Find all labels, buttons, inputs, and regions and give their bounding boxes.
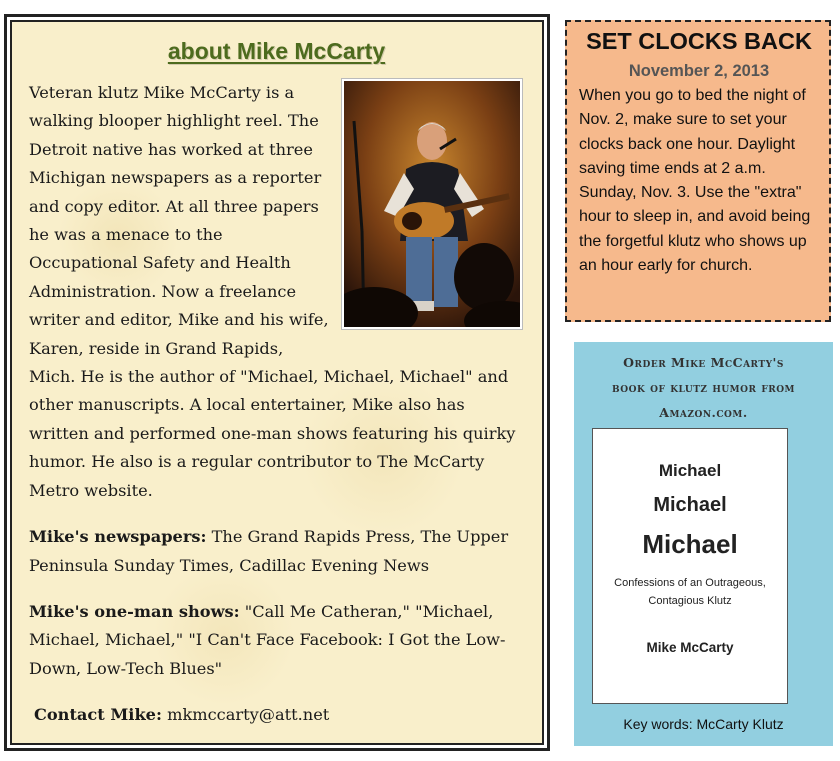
- promo-line-2: book of klutz humor from: [612, 380, 795, 395]
- bio-panel: [4, 14, 550, 751]
- book-promo-heading[interactable]: [574, 350, 833, 425]
- contact-line: [29, 701, 524, 729]
- contact-label: Contact Mike:: [34, 705, 162, 725]
- book-keywords: Key words: McCarty Klutz: [623, 716, 784, 732]
- newspapers-text: The Grand Rapids Press, The Upper Peninsula Sunday Times, Cadillac Evening News: [29, 527, 509, 575]
- shows-paragraph: [29, 598, 524, 683]
- contact-email-link[interactable]: mkmccarty@att.net: [161, 705, 330, 725]
- cover-title-2: Michael: [653, 494, 727, 516]
- shows-text: "Call Me Catheran," "Michael, Michael, Michael," "I Can't Face Facebook: I Got the Low-Down, Low-Tech Blues": [29, 601, 506, 678]
- promo-line-1: Order Mike McCarty's: [623, 355, 784, 370]
- author-photo: [342, 79, 522, 329]
- cover-title-1: Michael: [658, 461, 722, 480]
- cover-author: Mike McCarty: [646, 640, 734, 655]
- book-promo: [574, 342, 833, 746]
- clocks-text: When you go to bed the night of Nov. 2, make sure to set your clocks back one hour. Daylight saving time ends at 2 a.m. Sunday, Nov. 3. Use the "extra" hour to sleep in, and avoid being the forgetful klutz who shows up an hour early for church.: [579, 87, 811, 275]
- author-photo-image: [344, 81, 520, 327]
- clocks-title: SET CLOCKS BACK: [586, 28, 812, 54]
- set-clocks-notice: [565, 20, 831, 322]
- bio-body: [29, 79, 524, 730]
- newspapers-paragraph: [29, 523, 524, 580]
- shows-label: Mike's one-man shows:: [29, 601, 240, 621]
- bio-title[interactable]: about Mike McCarty: [167, 38, 386, 64]
- bio-panel-inner: [10, 20, 544, 745]
- book-cover-image[interactable]: [592, 428, 788, 704]
- promo-line-3: Amazon.com.: [659, 405, 748, 420]
- cover-title-3: Michael: [642, 529, 738, 559]
- cover-subtitle: Confessions of an Outrageous, Contagious Klutz: [614, 577, 766, 607]
- newspapers-label: Mike's newspapers:: [29, 527, 207, 547]
- bio-paragraph: Veteran klutz Mike McCarty is a walking blooper highlight reel. The Detroit native has worked at three Michigan newspapers as a reporter and copy editor. At all three papers he was a menace to the Occupational Safety and Health Administration. Now a freelance writer and editor, Mike and his wife, Karen, reside in Grand Rapids, Mich. He is the author of "Michael, Michael, Michael" and other manuscripts. A local entertainer, Mike also has written and performed one-man shows featuring his quirky humor. He also is a regular contributor to The McCarty Metro website.: [29, 83, 516, 500]
- clocks-date: November 2, 2013: [628, 62, 770, 80]
